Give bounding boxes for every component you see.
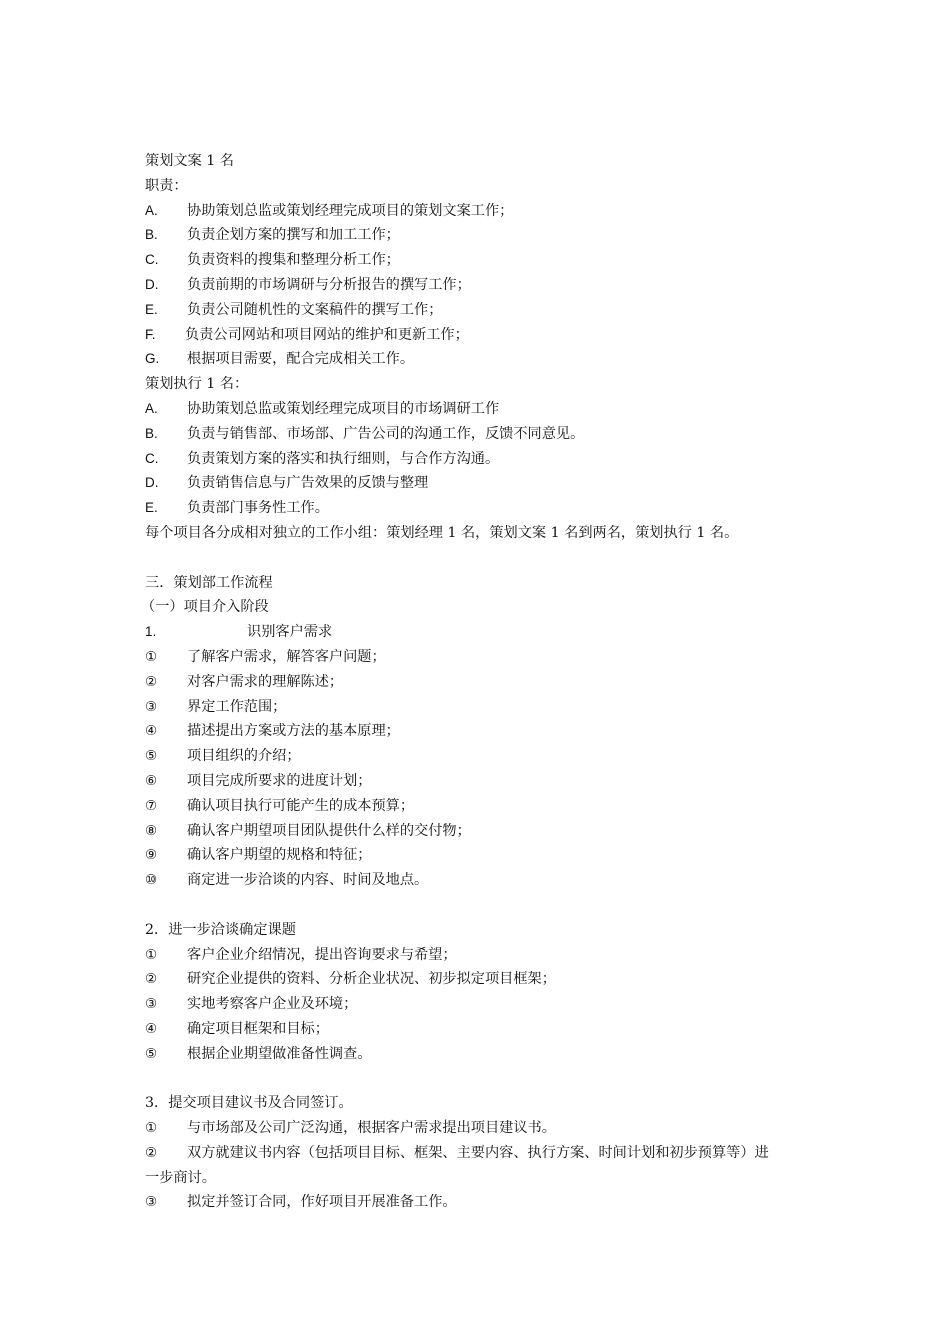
list-marker: D.: [145, 475, 159, 491]
list-item: [145, 496, 825, 521]
list-item: [145, 248, 825, 273]
list-item: [145, 843, 825, 868]
list-text: 负责前期的市场调研与分析报告的撰写工作；: [187, 276, 471, 293]
list-item-continuation: 一步商讨。: [145, 1169, 216, 1186]
list-text: 协助策划总监或策划经理完成项目的市场调研工作: [187, 400, 500, 417]
list-marker: F.: [145, 326, 156, 342]
section-title-zhixing: 策划执行 1 名：: [145, 376, 249, 393]
list-marker: B.: [145, 227, 158, 243]
list-text: 客户企业介绍情况，提出咨询要求与希望；: [187, 946, 457, 963]
list-marker: ②: [145, 1144, 158, 1160]
list-text: 确定项目框架和目标；: [187, 1020, 329, 1037]
list-item: [145, 1116, 825, 1141]
section-title-wenan: 策划文案 1 名: [145, 153, 234, 169]
list-text: 确认客户期望项目团队提供什么样的交付物；: [187, 822, 471, 839]
list-item: [145, 323, 825, 348]
list-item: [145, 943, 825, 968]
step3-heading: 3．提交项目建议书及合同签订。: [145, 1095, 353, 1112]
list-text: 负责企划方案的撰写和加工工作；: [187, 227, 400, 244]
list-text: 负责策划方案的落实和执行细则，与合作方沟通。: [187, 450, 500, 467]
list-item: [145, 744, 825, 769]
list-marker: A.: [145, 202, 158, 218]
list-text: 描述提出方案或方法的基本原理；: [187, 723, 400, 740]
step2-heading: 2．进一步洽谈确定课题: [145, 921, 296, 938]
wenan-duty-list: [145, 199, 825, 373]
list-text: 根据项目需要，配合完成相关工作。: [187, 351, 415, 368]
list-marker: ⑨: [145, 847, 158, 863]
list-item: [145, 645, 825, 670]
blank-line: [145, 546, 825, 571]
list-marker: E.: [145, 301, 158, 317]
list-item: [145, 298, 825, 323]
step1-list: [145, 645, 825, 893]
list-text: 拟定并签订合同，作好项目开展准备工作。: [187, 1194, 457, 1211]
process-title: 三．策划部工作流程: [145, 574, 273, 591]
list-text: 与市场部及公司广泛沟通，根据客户需求提出项目建议书。: [187, 1120, 556, 1137]
list-marker: ⑦: [145, 797, 158, 813]
list-text: 了解客户需求，解答客户问题；: [187, 648, 386, 665]
blank-line: [145, 1066, 825, 1091]
list-item: [145, 397, 825, 422]
list-marker: ③: [145, 1194, 158, 1210]
list-item: [145, 199, 825, 224]
list-item: [145, 794, 825, 819]
list-text: 确认客户期望的规格和特征；: [187, 847, 372, 864]
list-item: [145, 967, 825, 992]
step3-list: [145, 1116, 825, 1215]
list-marker: ⑤: [145, 1045, 158, 1061]
list-text: 界定工作范围；: [187, 698, 287, 715]
list-text: 根据企业期望做准备性调查。: [187, 1045, 372, 1062]
list-text: 对客户需求的理解陈述；: [187, 673, 344, 690]
list-marker: ①: [145, 1120, 158, 1136]
list-text: 项目组织的介绍；: [187, 748, 301, 765]
list-item: [145, 273, 825, 298]
list-marker: ⑤: [145, 748, 158, 764]
list-item: [145, 1042, 825, 1067]
list-marker: ②: [145, 971, 158, 987]
list-item: [145, 447, 825, 472]
list-item: [145, 695, 825, 720]
blank-line: [145, 893, 825, 918]
list-marker: ⑥: [145, 772, 158, 788]
list-marker: G.: [145, 351, 160, 367]
list-marker: C.: [145, 252, 159, 268]
list-marker: ③: [145, 996, 158, 1012]
list-text: 负责公司网站和项目网站的维护和更新工作；: [185, 326, 469, 343]
list-marker: D.: [145, 276, 159, 292]
list-marker: B.: [145, 425, 158, 441]
list-item: [145, 422, 825, 447]
list-text: 负责资料的搜集和整理分析工作；: [187, 252, 400, 269]
list-text: 双方就建议书内容（包括项目目标、框架、主要内容、执行方案、时间计划和初步预算等）进: [187, 1144, 769, 1161]
list-text: 协助策划总监或策划经理完成项目的策划文案工作；: [187, 202, 514, 219]
list-marker: C.: [145, 450, 159, 466]
list-text: 实地考察客户企业及环境；: [187, 996, 358, 1013]
list-item: [145, 1141, 825, 1166]
list-item: [145, 1017, 825, 1042]
step-title: 识别客户需求: [247, 624, 333, 641]
list-item: [145, 769, 825, 794]
list-item: [145, 868, 825, 893]
list-item: [145, 223, 825, 248]
list-marker: E.: [145, 500, 158, 516]
list-text: 负责销售信息与广告效果的反馈与整理: [187, 475, 429, 492]
list-text: 商定进一步洽谈的内容、时间及地点。: [187, 872, 429, 889]
list-text: 负责与销售部、市场部、广告公司的沟通工作，反馈不同意见。: [187, 425, 585, 442]
list-item: [145, 819, 825, 844]
list-item: [145, 719, 825, 744]
step1-heading: [145, 620, 825, 645]
duty-label: 职责：: [145, 177, 188, 194]
list-marker: ⑧: [145, 822, 158, 838]
list-text: 项目完成所要求的进度计划；: [187, 772, 372, 789]
list-text: 负责公司随机性的文案稿件的撰写工作；: [187, 301, 443, 318]
step-number: 1.: [145, 624, 157, 640]
stage-title: （一）项目介入阶段: [141, 599, 269, 616]
list-marker: ①: [145, 946, 158, 962]
list-item: [145, 992, 825, 1017]
list-marker: ⑩: [145, 872, 158, 888]
list-item: [145, 471, 825, 496]
list-item: [145, 1190, 825, 1215]
list-text: 负责部门事务性工作。: [187, 500, 329, 517]
list-text: 确认项目执行可能产生的成本预算；: [187, 797, 415, 814]
list-marker: ④: [145, 1020, 158, 1036]
list-marker: ③: [145, 698, 158, 714]
list-item: [145, 670, 825, 695]
list-marker: ②: [145, 673, 158, 689]
list-marker: ①: [145, 648, 158, 664]
list-item: [145, 347, 825, 372]
list-marker: A.: [145, 400, 158, 416]
team-summary: 每个项目各分成相对独立的工作小组：策划经理 1 名，策划文案 1 名到两名，策划执行 1 名。: [145, 524, 739, 541]
list-marker: ④: [145, 723, 158, 739]
document-page: [141, 149, 825, 1215]
zhixing-duty-list: [145, 397, 825, 521]
step2-list: [145, 943, 825, 1067]
list-text: 研究企业提供的资料、分析企业状况、初步拟定项目框架；: [187, 971, 556, 988]
